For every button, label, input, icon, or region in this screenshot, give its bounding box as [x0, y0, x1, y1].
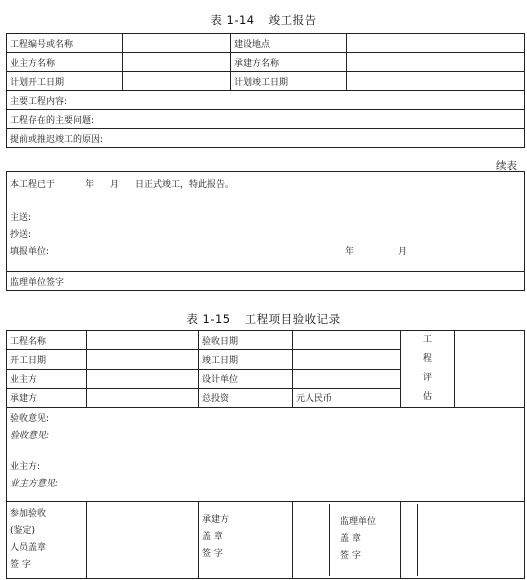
appraisal-label: (鉴定) — [10, 526, 36, 536]
contractor-sign-cell — [199, 502, 293, 579]
table-row — [7, 172, 525, 272]
project-name-field[interactable] — [87, 331, 199, 350]
filler-label: 填报单位: — [10, 247, 50, 257]
contractor-name-label: 承建方名称 — [231, 53, 347, 72]
project-id-label: 工程编号或名称 — [7, 34, 123, 53]
site-field[interactable] — [347, 34, 525, 53]
table-row — [7, 110, 525, 129]
evaluation-field[interactable] — [455, 331, 525, 408]
contractor-sign-label: 承建方 — [202, 515, 230, 525]
table-row — [7, 129, 525, 148]
supervisor-sign-label: 监理单位签字 — [7, 272, 525, 291]
table-row — [7, 502, 525, 579]
filler-year: 年 — [345, 247, 355, 257]
project-id-field[interactable] — [123, 34, 231, 53]
finish-date-field[interactable] — [293, 350, 401, 369]
table-title-text: 竣工报告 — [268, 13, 317, 27]
table-1-14-title — [0, 12, 527, 28]
accept-date-label: 验收日期 — [199, 331, 293, 350]
currency-label: 元人民币 — [293, 388, 401, 407]
table-row — [7, 91, 525, 110]
seal-label: 盖 章 — [340, 534, 361, 544]
acceptance-record-table — [6, 330, 525, 579]
table-number: 表 1-14 — [210, 13, 255, 27]
planned-start-field[interactable] — [123, 72, 231, 91]
sign-label: 签 字 — [202, 549, 223, 559]
completion-report-table — [6, 33, 525, 148]
participants-sign-field[interactable] — [87, 502, 199, 579]
sign-label: 签 字 — [340, 551, 361, 561]
owner-opinion-label: 业主方意见: — [10, 479, 59, 489]
start-date-field[interactable] — [87, 350, 199, 369]
continued-label: 续表 — [496, 160, 517, 172]
to-label: 主送: — [10, 213, 32, 223]
participants-label: 参加验收 — [10, 509, 47, 519]
finish-date-label: 竣工日期 — [199, 350, 293, 369]
contractor-field[interactable] — [87, 388, 199, 407]
supervisor-label: 监理单位 — [340, 517, 377, 527]
design-unit-field[interactable] — [293, 369, 401, 388]
table-row — [7, 72, 525, 91]
completion-report-continued-table — [6, 171, 525, 291]
sign-label: 签 字 — [10, 560, 31, 570]
planned-finish-field[interactable] — [347, 72, 525, 91]
owner-field[interactable] — [87, 369, 199, 388]
contractor-name-field[interactable] — [347, 53, 525, 72]
owner-name-label: 业主方名称 — [7, 53, 123, 72]
contractor-sign-field[interactable] — [293, 504, 330, 576]
table-1-15-title — [0, 311, 527, 327]
table-title-text: 工程项目验收记录 — [244, 312, 341, 326]
evaluation-label: 工 程 评 估 — [401, 331, 455, 408]
table-row — [7, 408, 525, 502]
seal-label: 盖 章 — [202, 532, 223, 542]
supervisor-sign-field[interactable] — [418, 504, 524, 576]
table-row — [7, 272, 525, 291]
accept-date-field[interactable] — [293, 331, 401, 350]
table-row — [7, 34, 525, 53]
supervisor-sign-split — [401, 502, 525, 579]
report-body — [7, 172, 525, 272]
owner-party-label: 业主方: — [10, 462, 41, 472]
table-row — [7, 331, 525, 350]
contractor-sign-split — [293, 502, 401, 579]
issues-label: 工程存在的主要问题: — [7, 110, 525, 129]
contractor-label: 承建方 — [7, 388, 87, 407]
owner-label: 业主方 — [7, 369, 87, 388]
start-date-label: 开工日期 — [7, 350, 87, 369]
owner-name-field[interactable] — [123, 53, 231, 72]
table-number: 表 1-15 — [186, 312, 231, 326]
project-name-label: 工程名称 — [7, 331, 87, 350]
cc-label: 抄送: — [10, 230, 32, 240]
planned-finish-label: 计划竣工日期 — [231, 72, 347, 91]
filler-line — [10, 244, 521, 261]
table-row — [7, 53, 525, 72]
participants-cell — [7, 502, 87, 579]
person-seal-label: 人员盖章 — [10, 543, 47, 553]
filler-month: 月 — [398, 247, 408, 257]
planned-start-label: 计划开工日期 — [7, 72, 123, 91]
total-investment-label: 总投资 — [199, 388, 293, 407]
reason-label: 提前或推迟竣工的原因: — [7, 129, 525, 148]
opinion-label: 验收意见: — [10, 414, 50, 424]
accept-opinion-label: 验收意见: — [10, 431, 50, 441]
main-content-label: 主要工程内容: — [7, 91, 525, 110]
report-statement: 本工程已于 年 月 日正式竣工，特此报告。 — [10, 180, 235, 190]
supervisor-sign-cell — [330, 504, 400, 576]
opinion-area — [7, 408, 525, 502]
design-unit-label: 设计单位 — [199, 369, 293, 388]
site-label: 建设地点 — [231, 34, 347, 53]
